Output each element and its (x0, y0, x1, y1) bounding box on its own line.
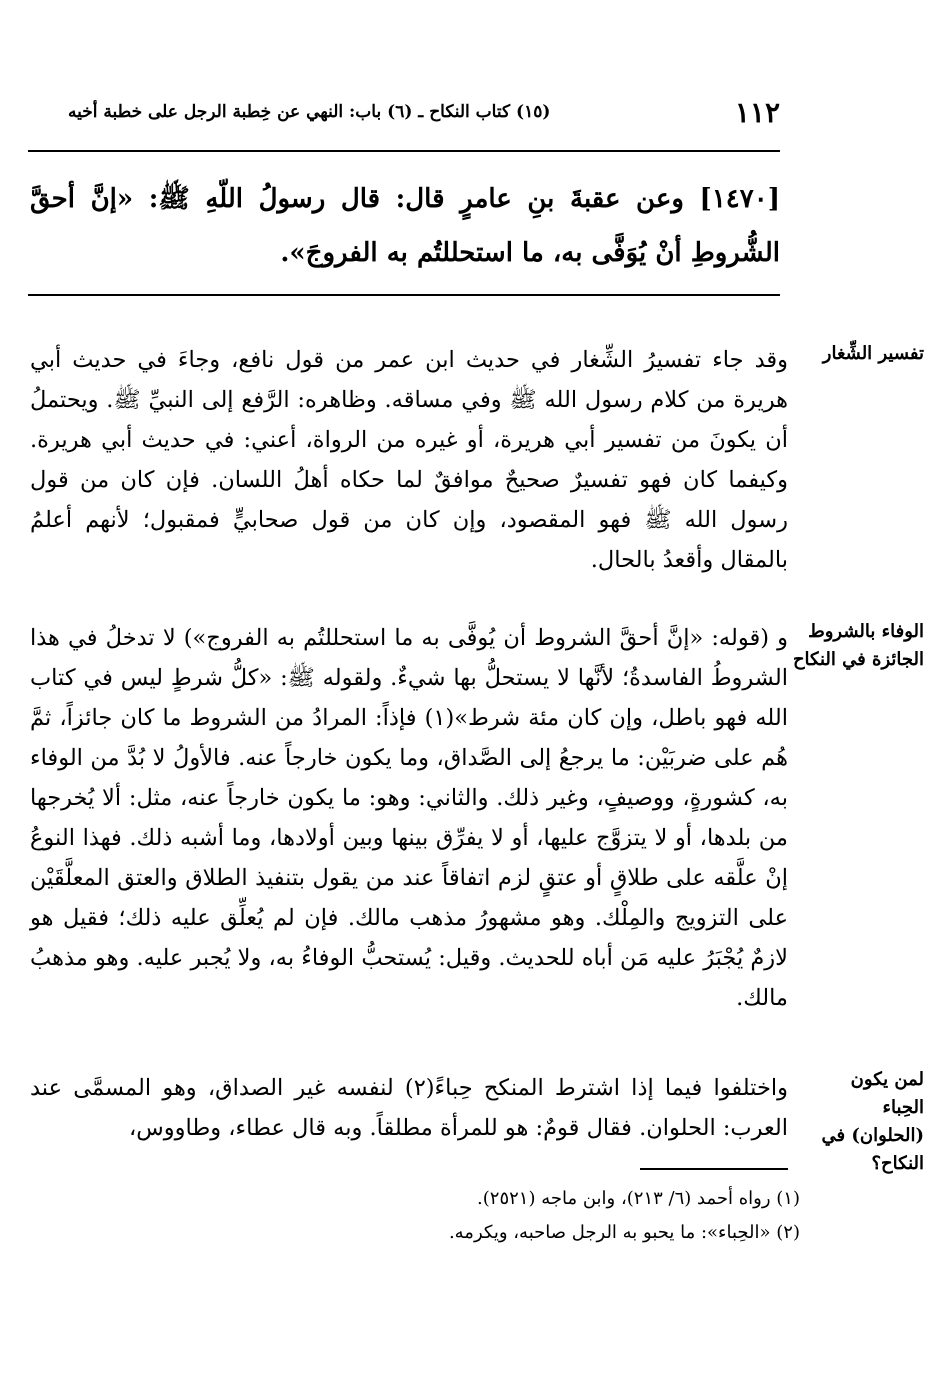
footnotes (300, 1182, 800, 1250)
side-note-conditions: الوفاء بالشروط الجائزة في النكاح (792, 621, 924, 670)
hadith-number: [١٤٧٠] (699, 184, 780, 214)
footnote-2: (٢) «الحِباء»: ما يحبو به الرجل صاحبه، ويكرمه. (448, 1222, 800, 1243)
side-note-hiba: لمن يكون الحِباء (الحلوان) في النكاح؟ (821, 1069, 924, 1174)
hadith-text-block (30, 172, 780, 280)
footnote-rule (640, 1168, 788, 1170)
running-title: (١٥) كتاب النكاح ـ (٦) باب: النهي عن خِطبة الرجل على خطبة أخيه (68, 102, 551, 122)
side-note-shighar: تفسير الشِّغار (822, 343, 924, 364)
page-header (28, 96, 780, 136)
header-rule (28, 150, 780, 152)
commentary-paragraph-shighar: وقد جاء تفسيرُ الشِّغار في حديث ابن عمر من قول نافع، وجاءَ في حديث أبي هريرة من كلام رسول الله ﷺ وفي مساقه. وظاهره: الرَّفع إلى النبيِّ ﷺ. ويحتملُ أن يكونَ من تفسير أبي هريرة، أو غيره من الرواة، أعني: في حديث أبي هريرة. وكيفما كان فهو تفسيرٌ صحيحٌ موافقٌ لما حكاه أهلُ اللسان. فإن كان من قول رسول الله ﷺ فهو المقصود، وإن كان من قول صحابيٍّ فمقبول؛ لأنهم أعلمُ بالمقال وأقعدُ بالحال. (30, 347, 788, 573)
footnote-1: (١) رواه أحمد (٦/ ٢١٣)، وابن ماجه (٢٥٢١). (477, 1188, 800, 1209)
commentary-paragraph-hiba: واختلفوا فيما إذا اشترط المنكح حِباءً(٢) لنفسه غير الصداق، وهو المسمَّى عند العرب: الحلوان. فقال قومٌ: هو للمرأة مطلقاً. وبه قال عطاء، وطاووس، (30, 1075, 788, 1141)
hadith-text: وعن عقبةَ بنِ عامرٍ قال: قال رسولُ اللّهِ ﷺ: «إنَّ أحقَّ الشُّروطِ أنْ يُوَفَّى به، ما استحللتُم به الفروجَ». (30, 184, 780, 268)
commentary-paragraph-conditions: و (قوله: «إنَّ أحقَّ الشروط أن يُوفَّى به ما استحللتُم به الفروج») لا تدخلُ في هذا الشروطُ الفاسدةُ؛ لأنَّها لا يستحلُّ بها شيءٌ. ولقوله ﷺ: «كلُّ شرطٍ ليس في كتاب الله فهو باطل، وإن كان مئة شرط»(١) فإذاً: المرادُ من الشروط ما كان جائزاً، ثمَّ هُم على ضربَيْن: ما يرجعُ إلى الصَّداق، وما يكون خارجاً عنه. فالأولُ لا بُدَّ من الوفاء به، كشورةٍ، ووصيفٍ، وغير ذلك. والثاني: وهو: ما يكون خارجاً عنه، مثل: ألا يُخرجها من بلدها، أو لا يتزوَّج عليها، أو لا يفرِّق بينها وبين أولادها، وما أشبه ذلك. فهذا النوعُ إنْ علَّقه على طلاقٍ أو عتقٍ لزم اتفاقاً عند من يقول بتنفيذ الطلاق والعتق المعلَّقَيْن على التزويج والمِلْك. وهو مشهورُ مذهب مالك. فإن لم يُعلِّق عليه ذلك؛ فقيل هو لازمٌ يُجْبَرُ عليه مَن أباه للحديث. وقيل: يُستحبُّ الوفاءُ به، ولا يُجبر عليه. وهو مذهبُ مالك. (30, 625, 788, 1011)
hadith-separator-rule (28, 294, 780, 296)
page-number: ١١٢ (734, 96, 780, 129)
